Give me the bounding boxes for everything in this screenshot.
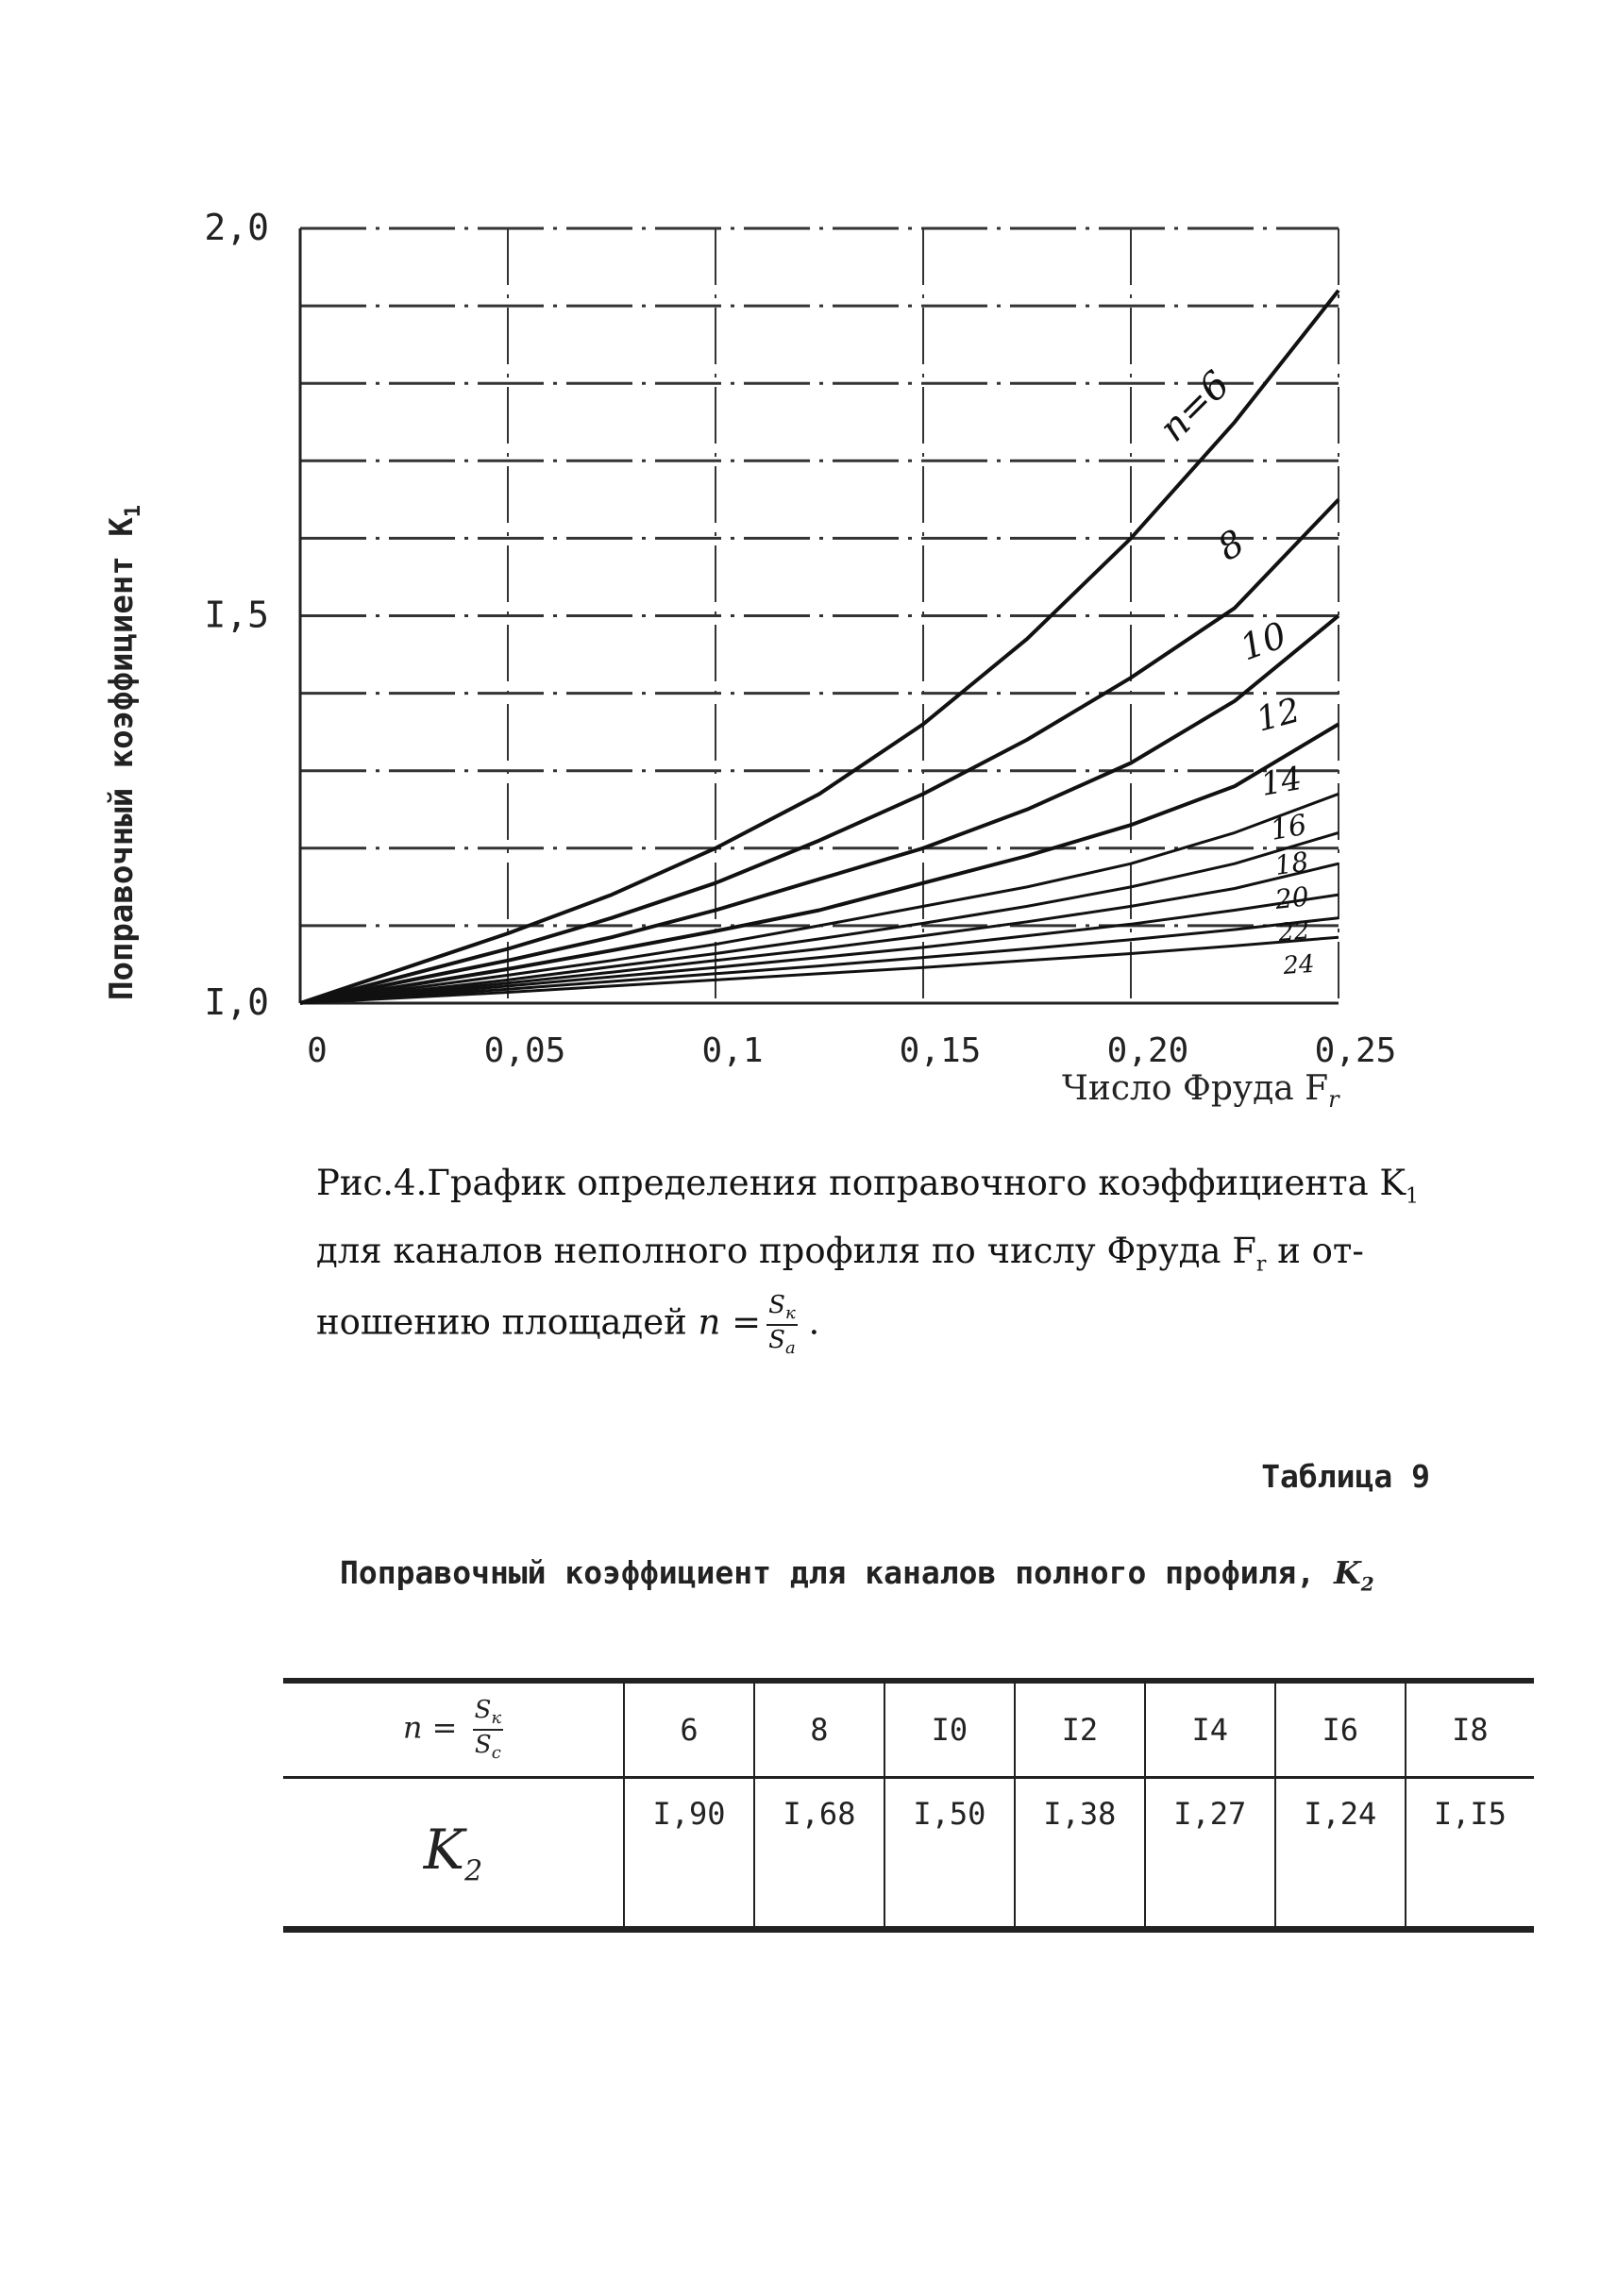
table-row-k2 xyxy=(283,1778,1534,1930)
x-tick-labels xyxy=(307,1031,1396,1070)
series-label: 24 xyxy=(1282,949,1316,980)
figure-caption xyxy=(316,1156,1420,1359)
table-cell-n: I0 xyxy=(884,1681,1015,1778)
table-cell-k2: I,27 xyxy=(1145,1778,1275,1930)
table-cell-n: 8 xyxy=(754,1681,884,1778)
table-cell-n: 6 xyxy=(624,1681,754,1778)
y-tick-label: 2,0 xyxy=(204,207,269,248)
series-label: n=6 xyxy=(1151,362,1238,451)
series-label: 18 xyxy=(1272,846,1311,881)
table-cell-n: I6 xyxy=(1275,1681,1406,1778)
series-label: 14 xyxy=(1257,759,1305,804)
table-cell-n: I4 xyxy=(1145,1681,1275,1778)
y-tick-labels xyxy=(204,207,269,1023)
table-row-n-label: n = $\frac{S_к}{S_с}$ xyxy=(283,1681,624,1778)
series-line xyxy=(300,613,1339,1004)
x-tick-label: 0 xyxy=(307,1031,328,1070)
series-line xyxy=(300,499,1339,1003)
series-label: 20 xyxy=(1273,880,1311,915)
table-cell-k2: I,38 xyxy=(1015,1778,1145,1930)
x-tick-label: 0,20 xyxy=(1106,1031,1189,1070)
x-tick-label: 0,05 xyxy=(483,1031,566,1070)
table-cell-k2: I,90 xyxy=(624,1778,754,1930)
chart xyxy=(0,0,1600,1132)
y-tick-label: I,0 xyxy=(204,981,269,1023)
caption-line-2: для каналов неполного профиля по числу Фруда $F_r$ и от- xyxy=(316,1231,1364,1277)
area-ratio-fraction: $\frac{S_к}{S_а}$ xyxy=(768,1290,796,1359)
y-axis-label: Поправочный коэффициент $K_1$ xyxy=(103,505,145,1000)
x-tick-label: 0,15 xyxy=(899,1031,982,1070)
series-label: 10 xyxy=(1235,613,1292,669)
series-label: 8 xyxy=(1210,521,1252,569)
x-tick-label: 0,1 xyxy=(701,1031,764,1070)
series-label: 12 xyxy=(1252,691,1305,740)
table-cell-k2: I,68 xyxy=(754,1778,884,1930)
table-cell-k2: I,50 xyxy=(884,1778,1015,1930)
k2-table xyxy=(283,1678,1534,1933)
table-title: Поправочный коэффициент для каналов полного профиля, $K_2$ xyxy=(340,1554,1374,1596)
y-tick-label: I,5 xyxy=(204,594,269,636)
x-tick-label: 0,25 xyxy=(1314,1031,1397,1070)
table-cell-n: I2 xyxy=(1015,1681,1145,1778)
series-label: 16 xyxy=(1268,808,1309,847)
table-cell-n: I8 xyxy=(1406,1681,1534,1778)
table-row-k2-label: $K_2$ xyxy=(283,1778,624,1930)
table-cell-k2: I,24 xyxy=(1275,1778,1406,1930)
caption-line-3: ношению площадей n = $\frac{S_к}{S_а}$ . xyxy=(316,1290,820,1359)
caption-line-1: Рис.4.График определения поправочного коэффициента $K_1$ xyxy=(316,1163,1420,1209)
table-cell-k2: I,I5 xyxy=(1406,1778,1534,1930)
x-axis-label: Число Фруда $F_r$ xyxy=(1062,1069,1339,1113)
series-label: 22 xyxy=(1276,916,1311,947)
table-number: Таблица 9 xyxy=(1261,1458,1430,1495)
table-row-n xyxy=(283,1681,1534,1778)
chart-grid xyxy=(300,228,1339,1003)
